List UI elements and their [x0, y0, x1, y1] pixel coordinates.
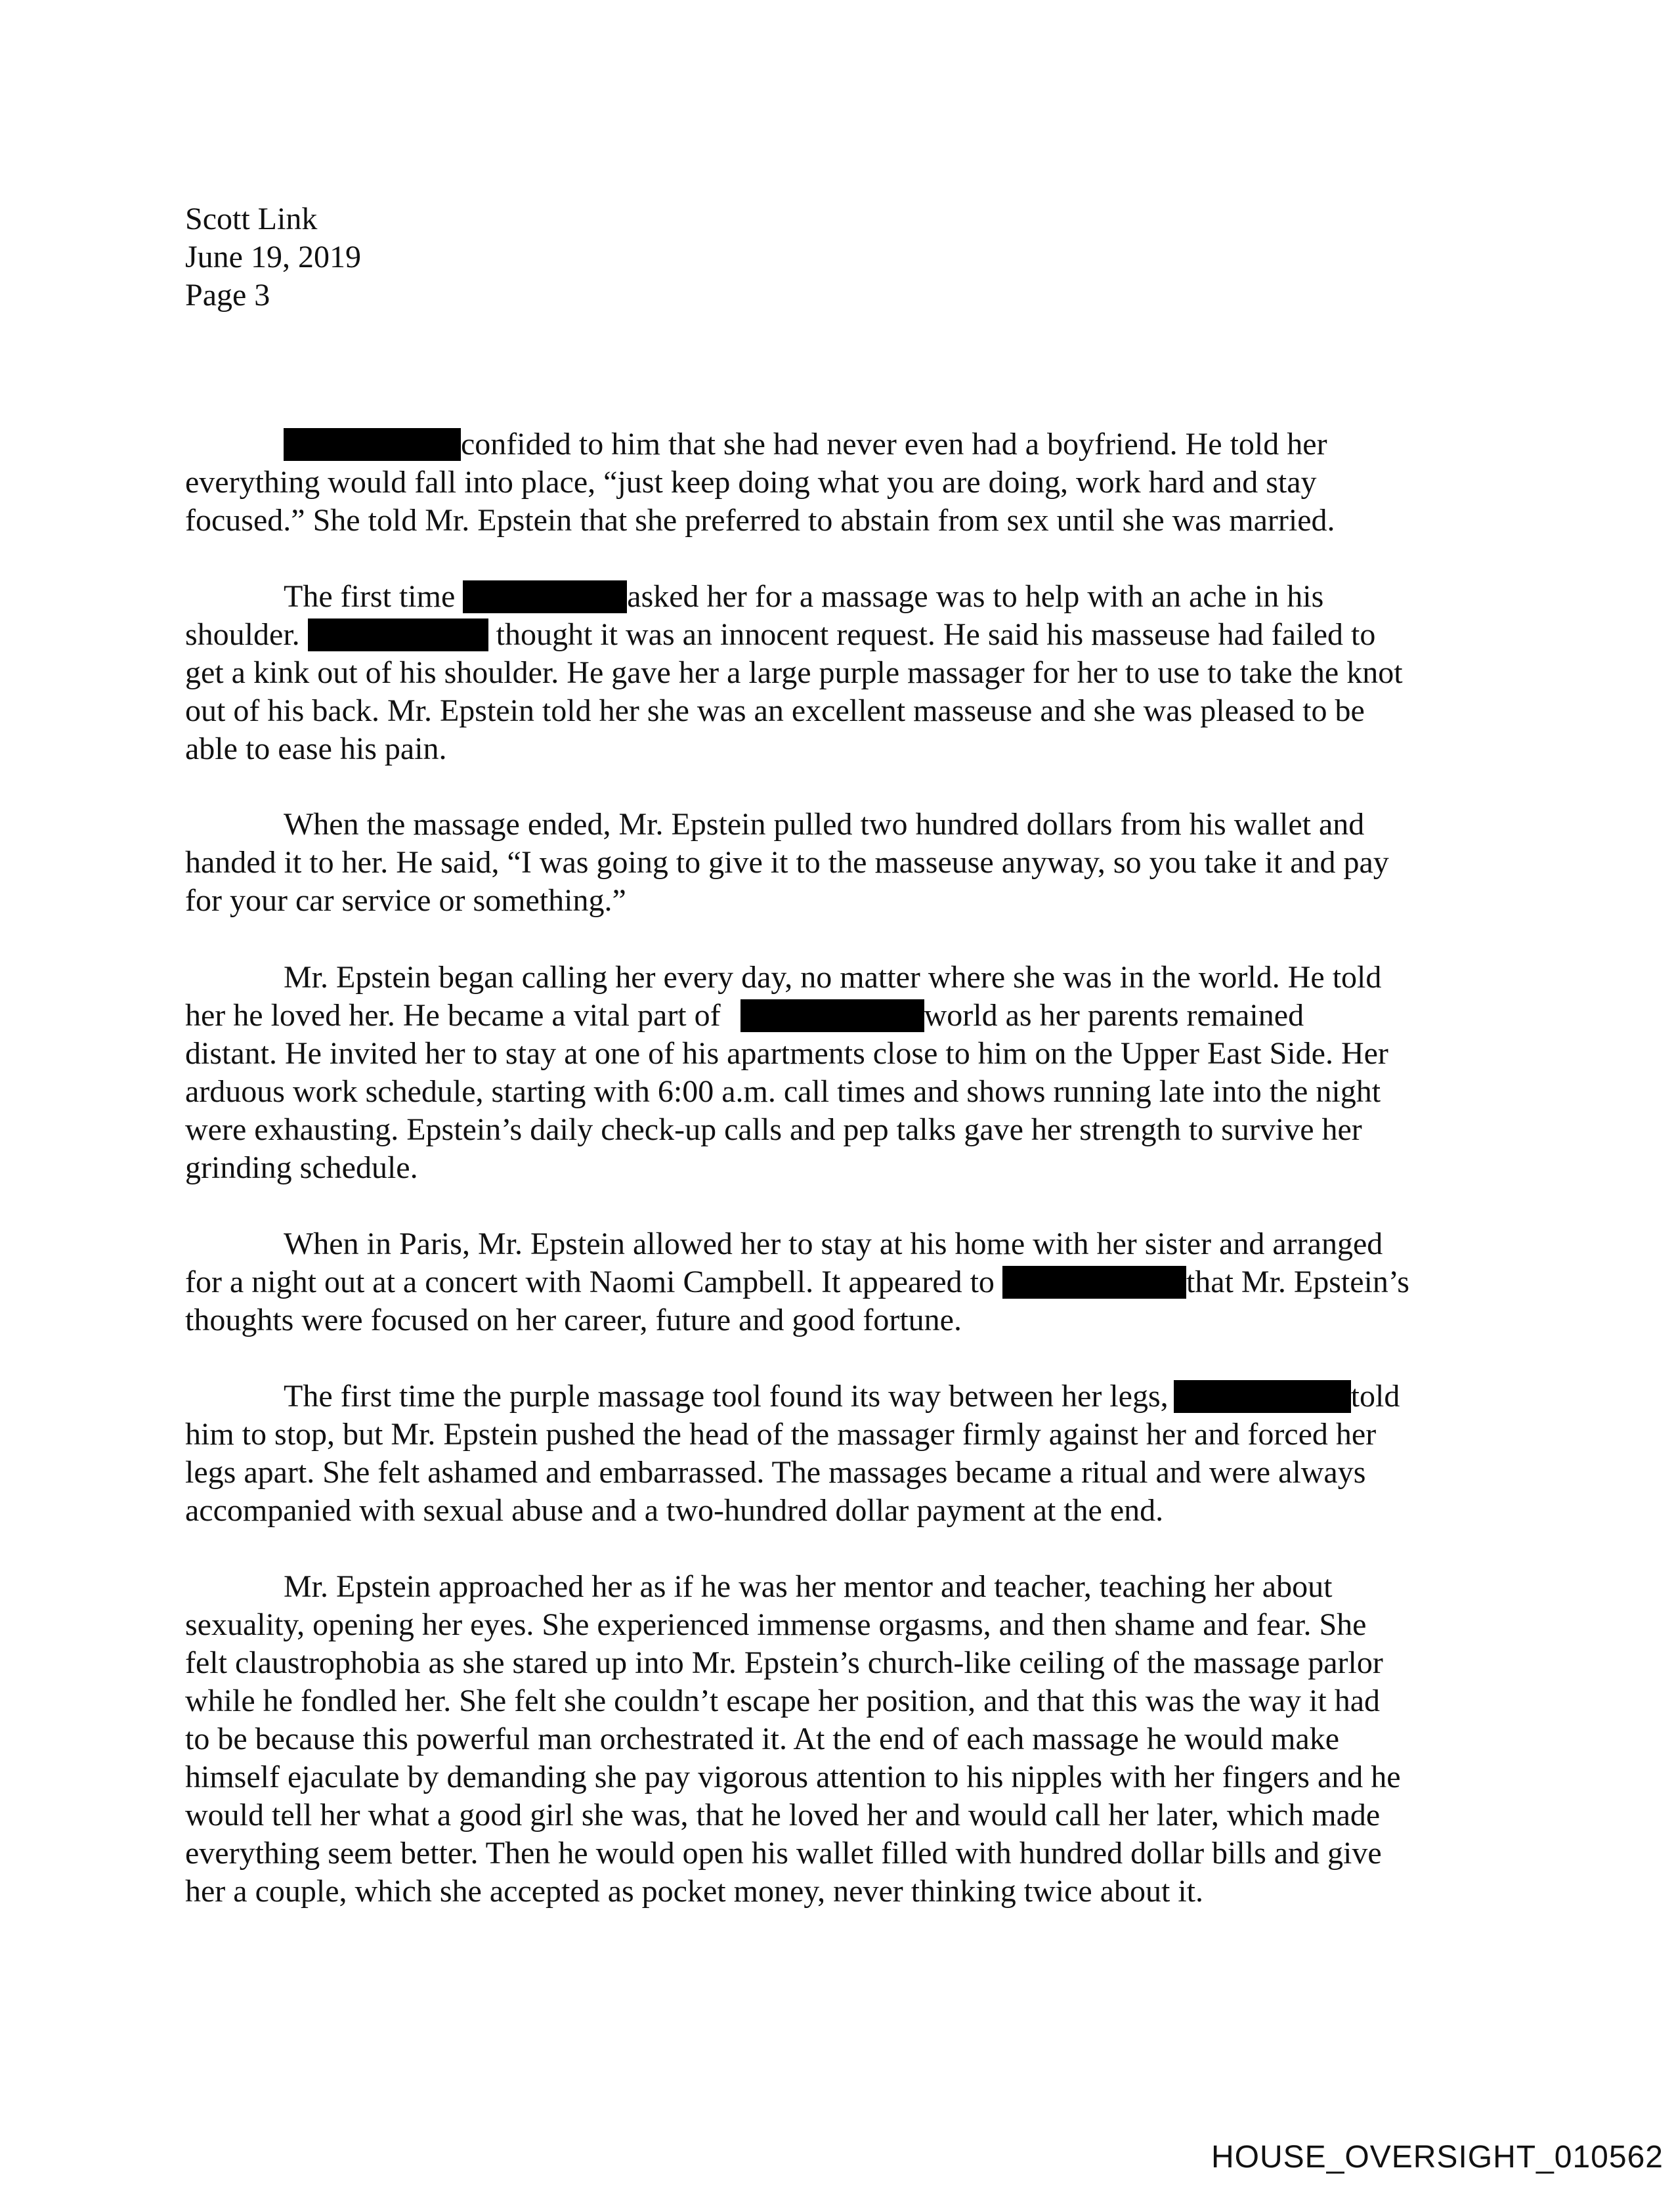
- body-line: would tell her what a good girl she was, that he loved her and would call her later, which made: [185, 1798, 1381, 1832]
- recipient-name: Scott Link: [185, 202, 318, 236]
- letter-date: June 19, 2019: [185, 240, 361, 274]
- body-line: accompanied with sexual abuse and a two-hundred dollar payment at the end.: [185, 1493, 1164, 1528]
- body-line: distant. He invited her to stay at one of his apartments close to him on the Upper East Side. Her: [185, 1036, 1388, 1071]
- body-line: [284, 578, 1323, 616]
- body-line: When in Paris, Mr. Epstein allowed her to stay at his home with her sister and arranged: [284, 1226, 1383, 1261]
- line-text: told: [1350, 1379, 1400, 1414]
- body-line: focused.” She told Mr. Epstein that she preferred to abstain from sex until she was married.: [185, 503, 1335, 538]
- body-line: thoughts were focused on her career, future and good fortune.: [185, 1303, 962, 1337]
- line-text: The first time: [284, 579, 456, 614]
- body-line: [185, 997, 1304, 1035]
- body-line: grinding schedule.: [185, 1150, 418, 1185]
- line-text: The first time the purple massage tool found its way between her legs,: [284, 1379, 1169, 1414]
- body-line: [185, 616, 1375, 654]
- body-line: out of his back. Mr. Epstein told her she was an excellent masseuse and she was pleased to be: [185, 693, 1365, 728]
- body-line: handed it to her. He said, “I was going to give it to the masseuse anyway, so you take it and pay: [185, 845, 1389, 880]
- line-text: shoulder.: [185, 617, 300, 652]
- bates-number: HOUSE_OVERSIGHT_010562: [1211, 2140, 1663, 2175]
- redaction-box: [1174, 1380, 1351, 1413]
- body-line: [284, 425, 1327, 464]
- body-line: sexuality, opening her eyes. She experienced immense orgasms, and then shame and fear. She: [185, 1607, 1367, 1642]
- line-text: asked her for a massage was to help with an ache in his: [627, 579, 1324, 614]
- page-number: Page 3: [185, 278, 270, 313]
- line-text: thought it was an innocent request. He said his masseuse had failed to: [496, 617, 1376, 652]
- body-line: everything seem better. Then he would open his wallet filled with hundred dollar bills and give: [185, 1836, 1382, 1871]
- redaction-box: [308, 618, 488, 651]
- line-text: for a night out at a concert with Naomi Campbell. It appeared to: [185, 1265, 995, 1299]
- body-line: for your car service or something.”: [185, 883, 626, 918]
- redaction-box: [740, 999, 924, 1032]
- body-line: Mr. Epstein approached her as if he was her mentor and teacher, teaching her about: [284, 1569, 1333, 1604]
- redaction-box: [1002, 1266, 1186, 1299]
- body-line: were exhausting. Epstein’s daily check-up calls and pep talks gave her strength to survive her: [185, 1112, 1362, 1147]
- body-line: everything would fall into place, “just keep doing what you are doing, work hard and stay: [185, 465, 1317, 500]
- letter-header: [185, 200, 361, 314]
- body-line: get a kink out of his shoulder. He gave her a large purple massager for her to use to take the knot: [185, 655, 1403, 690]
- body-line: [284, 1377, 1400, 1416]
- body-line: while he fondled her. She felt she couldn’t escape her position, and that this was the way it had: [185, 1683, 1380, 1718]
- body-line: to be because this powerful man orchestrated it. At the end of each massage he would make: [185, 1722, 1340, 1756]
- body-line: [185, 1263, 1409, 1301]
- redaction-box: [284, 428, 461, 461]
- redaction-box: [463, 580, 627, 613]
- body-line: felt claustrophobia as she stared up into Mr. Epstein’s church-like ceiling of the massage parlor: [185, 1645, 1383, 1680]
- body-line: himself ejaculate by demanding she pay vigorous attention to his nipples with her fingers and he: [185, 1760, 1401, 1794]
- body-line: legs apart. She felt ashamed and embarrassed. The massages became a ritual and were always: [185, 1455, 1366, 1490]
- line-text: that Mr. Epstein’s: [1186, 1265, 1409, 1299]
- body-line: Mr. Epstein began calling her every day, no matter where she was in the world. He told: [284, 960, 1382, 995]
- line-text: world as her parents remained: [924, 998, 1304, 1033]
- body-line: When the massage ended, Mr. Epstein pulled two hundred dollars from his wallet and: [284, 807, 1365, 842]
- body-line: arduous work schedule, starting with 6:00 a.m. call times and shows running late into the night: [185, 1074, 1381, 1109]
- line-text: confided to him that she had never even had a boyfriend. He told her: [461, 427, 1327, 462]
- line-text: her he loved her. He became a vital part of: [185, 998, 721, 1033]
- body-line: him to stop, but Mr. Epstein pushed the head of the massager firmly against her and forced her: [185, 1417, 1377, 1452]
- body-line: able to ease his pain.: [185, 731, 447, 766]
- body-line: her a couple, which she accepted as pocket money, never thinking twice about it.: [185, 1874, 1203, 1909]
